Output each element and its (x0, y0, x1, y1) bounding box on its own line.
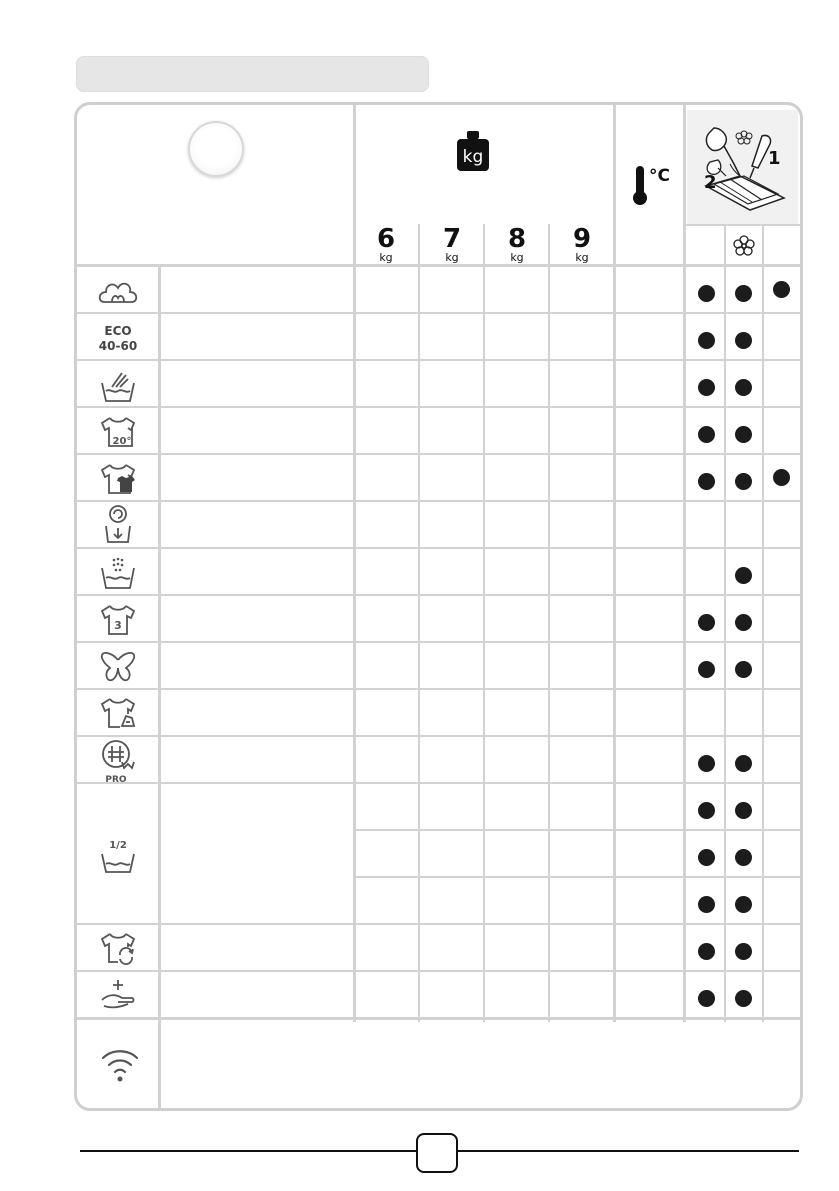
load-number: 9 (572, 224, 592, 254)
col-divider (683, 105, 686, 1022)
half-load-icon (98, 836, 138, 876)
dark-shirt-icon (98, 461, 138, 497)
detergent-compartment-dot (698, 332, 715, 349)
detergent-compartment-dot (698, 896, 715, 913)
row-divider (77, 782, 800, 784)
shirt-20-icon (98, 414, 138, 450)
program-dial-icon (188, 121, 244, 177)
flower-softener-icon (733, 235, 755, 257)
load-unit: kg (445, 251, 459, 264)
detergent-compartment-dot (735, 473, 752, 490)
rinse-spin-icon (98, 506, 138, 542)
load-8kg (484, 226, 550, 264)
row-divider (77, 641, 800, 643)
load-number: 7 (442, 224, 462, 254)
col-divider (724, 224, 726, 1022)
row-divider (77, 547, 800, 549)
col-divider (418, 224, 420, 1022)
wifi-icon (100, 1046, 140, 1084)
col-divider (483, 224, 485, 1022)
shirt-refresh-icon (98, 930, 138, 966)
load-number: 8 (507, 224, 527, 254)
detergent-compartment-dot (698, 426, 715, 443)
load-9kg (549, 226, 615, 264)
detergent-compartment-dot (698, 285, 715, 302)
detergent-compartment-dot (698, 379, 715, 396)
half-load-label: 1/2 (109, 840, 127, 851)
detergent-compartment-dot (698, 473, 715, 490)
detergent-compartment-dot (773, 281, 790, 298)
shirt-3-icon (98, 602, 138, 638)
row-divider (77, 312, 800, 314)
hygiene-pro-icon (98, 738, 138, 784)
col-divider (762, 224, 764, 1022)
detergent-compartment-dot (735, 567, 752, 584)
detergent-compartment-dot (735, 896, 752, 913)
detergent-compartment-dot (735, 755, 752, 772)
col-divider (548, 224, 550, 1022)
detergent-compartment-dot (735, 426, 752, 443)
kg-icon-label: kg (462, 147, 484, 167)
cotton-icon (98, 274, 138, 310)
detergent-compartment-dot (698, 755, 715, 772)
row-divider (77, 359, 800, 361)
hand-plus-icon (98, 977, 138, 1013)
row-divider (77, 688, 800, 690)
row-divider (355, 829, 800, 831)
detergent-compartment-dot (735, 943, 752, 960)
row-divider (77, 1017, 800, 1020)
temperature-label: °C (649, 166, 670, 186)
col-divider (158, 266, 161, 1022)
load-unit: kg (379, 251, 393, 264)
detergent-compartment-dot (735, 285, 752, 302)
drawer-label-1: 1 (768, 148, 781, 169)
detergent-compartment-dot (698, 614, 715, 631)
eco-label: ECO (104, 324, 132, 338)
detergent-compartment-dot (698, 990, 715, 1007)
detergent-compartment-dot (735, 661, 752, 678)
hand-wash-icon (98, 368, 138, 404)
shirt-3-label: 3 (114, 619, 122, 632)
drawer-label-2: 2 (704, 172, 717, 193)
detergent-compartment-dot (735, 849, 752, 866)
detergent-compartment-dot (698, 943, 715, 960)
detergent-compartment-dot (698, 802, 715, 819)
pre-wash-icon (98, 555, 138, 591)
eco-40-60-icon (98, 321, 138, 357)
col-divider (158, 1022, 161, 1108)
row-divider (77, 453, 800, 455)
kg-weight-icon (457, 131, 489, 171)
row-divider (77, 500, 800, 502)
load-unit: kg (510, 251, 524, 264)
row-divider (686, 224, 800, 226)
detergent-compartment-dot (735, 802, 752, 819)
footer-line-right (458, 1150, 799, 1152)
row-divider (77, 406, 800, 408)
detergent-compartment-dot (735, 379, 752, 396)
shirt-steam-icon (98, 695, 138, 731)
page-number-box (416, 1133, 458, 1173)
thermometer-icon (632, 166, 648, 206)
detergent-compartment-dot (698, 849, 715, 866)
row-divider (77, 970, 800, 972)
load-number: 6 (376, 224, 396, 254)
row-divider (77, 923, 800, 925)
eco-range-label: 40-60 (98, 339, 138, 353)
detergent-compartment-dot (735, 990, 752, 1007)
detergent-compartment-dot (735, 332, 752, 349)
detergent-compartment-dot (735, 614, 752, 631)
row-divider (77, 264, 800, 267)
load-6kg (353, 226, 419, 264)
pro-label: PRO (105, 775, 127, 784)
butterfly-delicate-icon (98, 649, 138, 685)
footer-line-left (80, 1150, 416, 1152)
detergent-drawer-icon (700, 124, 790, 216)
shirt-20-label: 20° (112, 436, 132, 447)
load-7kg (419, 226, 485, 264)
detergent-compartment-dot (698, 661, 715, 678)
row-divider (77, 735, 800, 737)
row-divider (77, 594, 800, 596)
row-divider (355, 876, 800, 878)
load-unit: kg (575, 251, 589, 264)
detergent-compartment-dot (773, 469, 790, 486)
section-title-bar (76, 56, 429, 92)
